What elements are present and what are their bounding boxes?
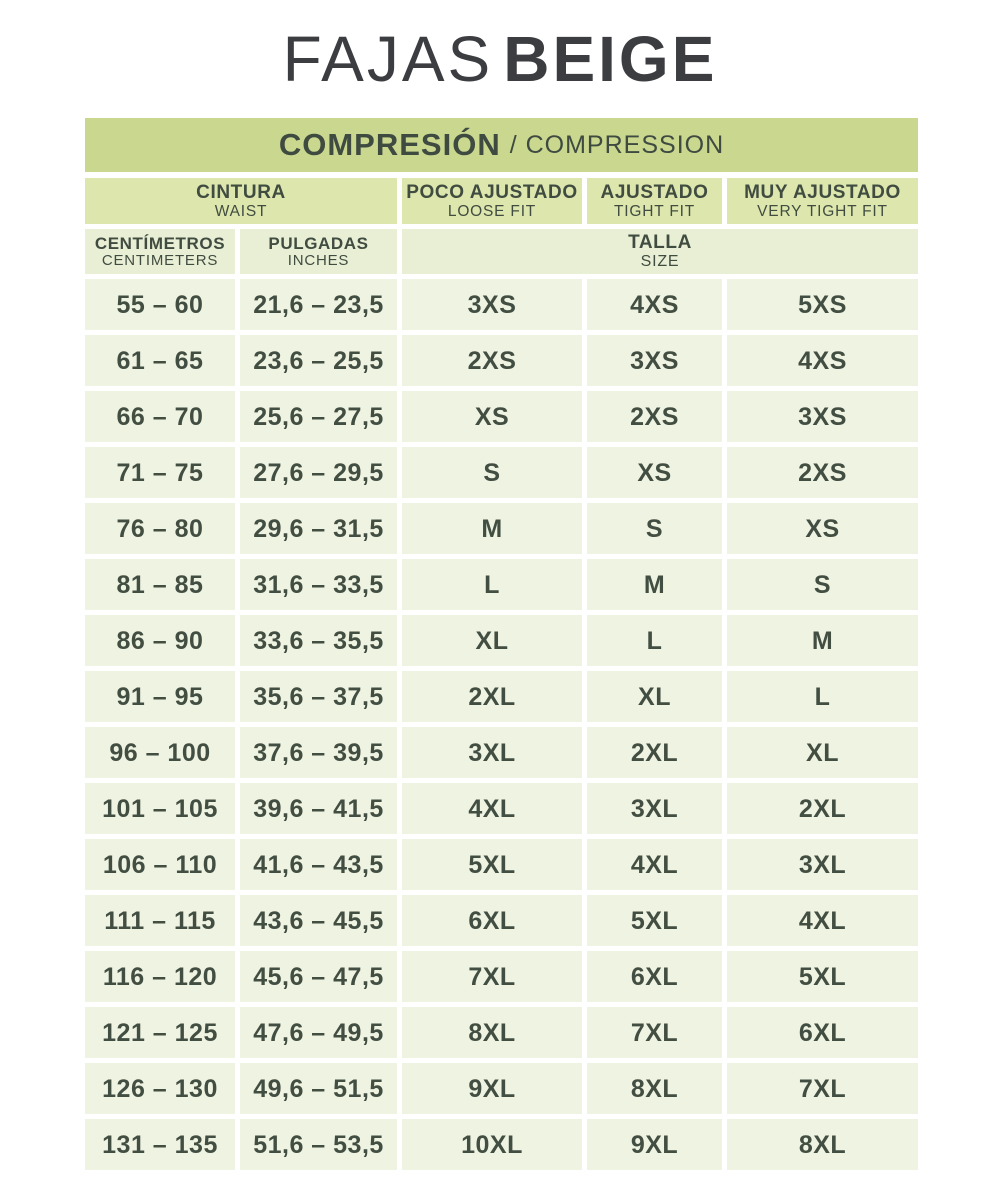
header-inches-en: INCHES bbox=[287, 251, 350, 269]
header-waist bbox=[85, 178, 397, 224]
size-tight-cell: XS bbox=[587, 447, 722, 498]
size-row bbox=[85, 279, 918, 330]
waist-cm-cell: 55 – 60 bbox=[85, 279, 235, 330]
waist-in-cell: 33,6 – 35,5 bbox=[240, 615, 397, 666]
header-size-en: SIZE bbox=[640, 253, 680, 271]
waist-in-cell: 39,6 – 41,5 bbox=[240, 783, 397, 834]
size-loose-cell: 3XL bbox=[402, 727, 582, 778]
size-very-tight-cell: 5XL bbox=[727, 951, 918, 1002]
size-loose-cell: 4XL bbox=[402, 783, 582, 834]
size-row bbox=[85, 1007, 918, 1058]
size-row bbox=[85, 895, 918, 946]
size-very-tight-cell: 4XS bbox=[727, 335, 918, 386]
size-tight-cell: 2XS bbox=[587, 391, 722, 442]
size-loose-cell: 8XL bbox=[402, 1007, 582, 1058]
size-loose-cell: 2XS bbox=[402, 335, 582, 386]
waist-cm-cell: 86 – 90 bbox=[85, 615, 235, 666]
size-row bbox=[85, 559, 918, 610]
size-very-tight-cell: 2XS bbox=[727, 447, 918, 498]
size-row bbox=[85, 503, 918, 554]
size-loose-cell: 5XL bbox=[402, 839, 582, 890]
size-very-tight-cell: 8XL bbox=[727, 1119, 918, 1170]
size-tight-cell: 7XL bbox=[587, 1007, 722, 1058]
size-row bbox=[85, 671, 918, 722]
title-beige: BEIGE bbox=[503, 23, 718, 95]
waist-in-cell: 51,6 – 53,5 bbox=[240, 1119, 397, 1170]
size-tight-cell: 3XS bbox=[587, 335, 722, 386]
waist-in-cell: 47,6 – 49,5 bbox=[240, 1007, 397, 1058]
size-tight-cell: 4XS bbox=[587, 279, 722, 330]
size-very-tight-cell: XS bbox=[727, 503, 918, 554]
size-very-tight-cell: 4XL bbox=[727, 895, 918, 946]
waist-cm-cell: 76 – 80 bbox=[85, 503, 235, 554]
waist-in-cell: 41,6 – 43,5 bbox=[240, 839, 397, 890]
size-row bbox=[85, 447, 918, 498]
size-very-tight-cell: S bbox=[727, 559, 918, 610]
waist-cm-cell: 131 – 135 bbox=[85, 1119, 235, 1170]
waist-in-cell: 49,6 – 51,5 bbox=[240, 1063, 397, 1114]
size-loose-cell: M bbox=[402, 503, 582, 554]
size-tight-cell: 6XL bbox=[587, 951, 722, 1002]
size-row bbox=[85, 727, 918, 778]
waist-in-cell: 21,6 – 23,5 bbox=[240, 279, 397, 330]
waist-in-cell: 37,6 – 39,5 bbox=[240, 727, 397, 778]
compression-label-en: / COMPRESSION bbox=[509, 130, 725, 159]
size-tight-cell: XL bbox=[587, 671, 722, 722]
waist-in-cell: 27,6 – 29,5 bbox=[240, 447, 397, 498]
size-row bbox=[85, 951, 918, 1002]
header-size bbox=[402, 229, 918, 274]
size-very-tight-cell: 7XL bbox=[727, 1063, 918, 1114]
size-loose-cell: L bbox=[402, 559, 582, 610]
waist-cm-cell: 96 – 100 bbox=[85, 727, 235, 778]
header-tight-fit-es: AJUSTADO bbox=[600, 181, 709, 203]
waist-cm-cell: 126 – 130 bbox=[85, 1063, 235, 1114]
size-row bbox=[85, 335, 918, 386]
waist-in-cell: 23,6 – 25,5 bbox=[240, 335, 397, 386]
compression-band-header bbox=[85, 118, 918, 172]
size-row bbox=[85, 391, 918, 442]
size-very-tight-cell: XL bbox=[727, 727, 918, 778]
size-loose-cell: 10XL bbox=[402, 1119, 582, 1170]
waist-in-cell: 31,6 – 33,5 bbox=[240, 559, 397, 610]
waist-cm-cell: 106 – 110 bbox=[85, 839, 235, 890]
size-very-tight-cell: 3XL bbox=[727, 839, 918, 890]
header-tight-fit-en: TIGHT FIT bbox=[614, 202, 695, 220]
size-tight-cell: 9XL bbox=[587, 1119, 722, 1170]
size-tight-cell: M bbox=[587, 559, 722, 610]
size-rows bbox=[85, 279, 918, 1170]
compression-label-es: COMPRESIÓN bbox=[278, 127, 501, 162]
header-tight-fit bbox=[587, 178, 722, 224]
title-fajas: FAJAS bbox=[282, 23, 494, 95]
waist-cm-cell: 116 – 120 bbox=[85, 951, 235, 1002]
waist-cm-cell: 121 – 125 bbox=[85, 1007, 235, 1058]
header-waist-en: WAIST bbox=[214, 202, 268, 220]
header-loose-fit-es: POCO AJUSTADO bbox=[406, 181, 578, 203]
size-very-tight-cell: M bbox=[727, 615, 918, 666]
header-inches-es: PULGADAS bbox=[268, 233, 369, 253]
waist-cm-cell: 91 – 95 bbox=[85, 671, 235, 722]
waist-in-cell: 35,6 – 37,5 bbox=[240, 671, 397, 722]
waist-cm-cell: 101 – 105 bbox=[85, 783, 235, 834]
size-loose-cell: 6XL bbox=[402, 895, 582, 946]
size-row bbox=[85, 1119, 918, 1170]
header-loose-fit-en: LOOSE FIT bbox=[447, 202, 537, 220]
size-very-tight-cell: 6XL bbox=[727, 1007, 918, 1058]
size-tight-cell: 3XL bbox=[587, 783, 722, 834]
header-centimeters-en: CENTIMETERS bbox=[101, 251, 219, 269]
size-loose-cell: 2XL bbox=[402, 671, 582, 722]
size-tight-cell: 5XL bbox=[587, 895, 722, 946]
header-loose-fit bbox=[402, 178, 582, 224]
waist-in-cell: 29,6 – 31,5 bbox=[240, 503, 397, 554]
header-size-es: TALLA bbox=[628, 231, 692, 253]
size-loose-cell: XL bbox=[402, 615, 582, 666]
waist-in-cell: 43,6 – 45,5 bbox=[240, 895, 397, 946]
size-very-tight-cell: 5XS bbox=[727, 279, 918, 330]
size-tight-cell: 4XL bbox=[587, 839, 722, 890]
size-loose-cell: 9XL bbox=[402, 1063, 582, 1114]
group-header-row bbox=[85, 178, 918, 224]
size-row bbox=[85, 615, 918, 666]
size-row bbox=[85, 1063, 918, 1114]
size-tight-cell: 8XL bbox=[587, 1063, 722, 1114]
waist-cm-cell: 71 – 75 bbox=[85, 447, 235, 498]
size-loose-cell: XS bbox=[402, 391, 582, 442]
size-very-tight-cell: L bbox=[727, 671, 918, 722]
waist-in-cell: 45,6 – 47,5 bbox=[240, 951, 397, 1002]
header-inches bbox=[240, 229, 397, 274]
size-loose-cell: 3XS bbox=[402, 279, 582, 330]
compression-size-table bbox=[85, 118, 918, 1170]
header-waist-es: CINTURA bbox=[196, 181, 286, 203]
size-tight-cell: S bbox=[587, 503, 722, 554]
waist-cm-cell: 81 – 85 bbox=[85, 559, 235, 610]
header-very-tight-fit-en: VERY TIGHT FIT bbox=[757, 202, 888, 220]
size-tight-cell: L bbox=[587, 615, 722, 666]
header-centimeters bbox=[85, 229, 235, 274]
header-very-tight-fit bbox=[727, 178, 918, 224]
size-loose-cell: 7XL bbox=[402, 951, 582, 1002]
size-very-tight-cell: 3XS bbox=[727, 391, 918, 442]
waist-cm-cell: 66 – 70 bbox=[85, 391, 235, 442]
size-row bbox=[85, 839, 918, 890]
size-loose-cell: S bbox=[402, 447, 582, 498]
header-very-tight-fit-es: MUY AJUSTADO bbox=[744, 181, 901, 203]
header-centimeters-es: CENTÍMETROS bbox=[94, 233, 226, 253]
waist-cm-cell: 111 – 115 bbox=[85, 895, 235, 946]
waist-in-cell: 25,6 – 27,5 bbox=[240, 391, 397, 442]
size-tight-cell: 2XL bbox=[587, 727, 722, 778]
waist-cm-cell: 61 – 65 bbox=[85, 335, 235, 386]
page-title bbox=[0, 0, 1000, 118]
units-header-row bbox=[85, 229, 918, 274]
page-title-text bbox=[282, 23, 718, 95]
size-row bbox=[85, 783, 918, 834]
size-very-tight-cell: 2XL bbox=[727, 783, 918, 834]
